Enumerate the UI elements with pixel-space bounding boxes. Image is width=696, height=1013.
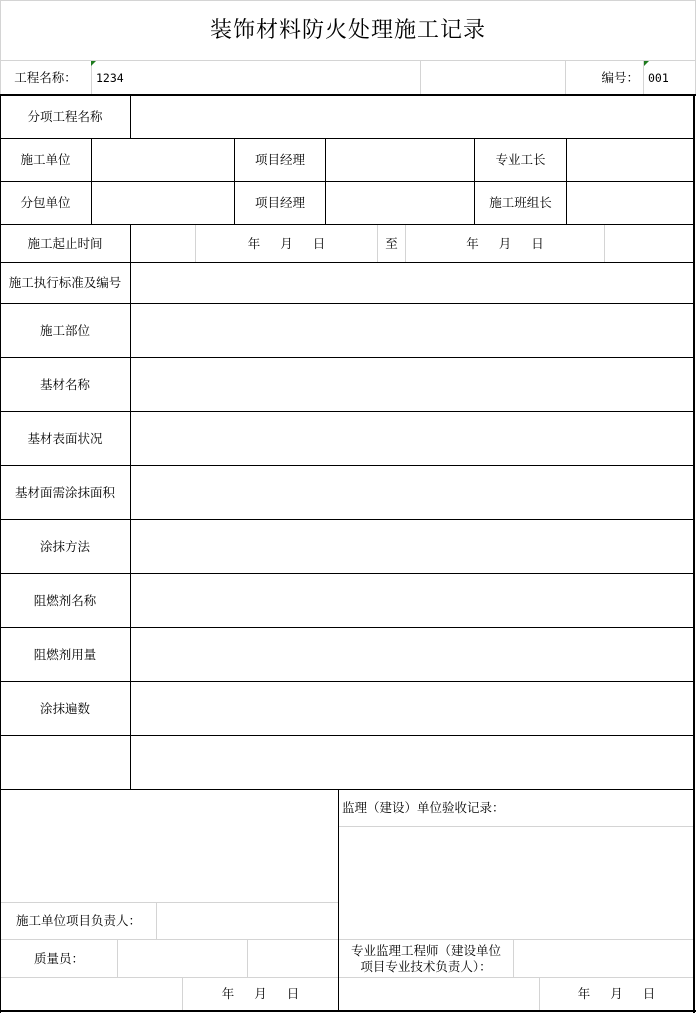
start-date[interactable] [196,225,377,262]
project-name-label: 工程名称： [14,70,77,86]
standard-field[interactable] [131,263,693,303]
subcontractor-field[interactable] [92,182,234,224]
method-label: 涂抹方法 [39,538,90,554]
end-year: 年 [466,235,479,251]
supervisor-day: 日 [642,986,656,1002]
supervisor-sign-date[interactable] [540,978,693,1010]
subcontractor-label: 分包单位 [20,195,71,211]
start-month: 月 [280,235,293,251]
project-manager-label-2: 项目经理 [254,195,305,211]
substrate-surface-field[interactable] [131,412,693,465]
project-manager-field-1[interactable] [326,139,474,181]
supervisor-month: 月 [610,986,623,1002]
contractor-sign-date[interactable] [183,978,338,1010]
project-name-field[interactable]: 1234 [96,70,124,85]
project-manager-field-2[interactable] [326,182,474,224]
quality-inspector-label: 质量员： [33,950,84,966]
contractor-month: 月 [254,986,267,1002]
method-field[interactable] [131,520,693,573]
location-label: 施工部位 [39,322,90,338]
start-year: 年 [247,235,261,251]
number-field[interactable]: 001 [648,70,669,85]
end-month: 月 [498,235,512,251]
end-day: 日 [531,235,544,251]
location-field[interactable] [131,304,693,357]
team-leader-field[interactable] [567,182,693,224]
foreman-field[interactable] [567,139,693,181]
substrate-area-field[interactable] [131,466,693,519]
retardant-name-label: 阻燃剂名称 [33,592,97,608]
coats-label: 涂抹遍数 [39,700,90,716]
supervision-record-area[interactable] [339,827,693,939]
standard-label: 施工执行标准及编号 [8,275,122,291]
substrate-name-field[interactable] [131,358,693,411]
supervisor-engineer-field[interactable] [514,940,693,977]
retardant-amount-field[interactable] [131,628,693,681]
supervisor-sign-blank[interactable] [339,978,539,1010]
retardant-name-field[interactable] [131,574,693,627]
quality-inspector-field[interactable] [118,940,247,977]
period-blank-1[interactable] [131,225,195,262]
contractor-manager-label: 施工单位项目负责人： [15,913,141,929]
contractor-year: 年 [221,986,235,1002]
extra-field[interactable] [131,736,693,789]
contractor-day: 日 [286,986,300,1002]
sub-project-field[interactable] [131,96,693,138]
supervisor-engineer-label-line2: 项目专业技术负责人）： [360,958,492,974]
supervisor-year: 年 [577,986,591,1002]
retardant-amount-label: 阻燃剂用量 [33,646,97,662]
project-manager-label-1: 项目经理 [254,152,305,168]
extra-label-cell[interactable] [0,736,130,789]
foreman-label: 专业工长 [495,152,546,168]
supervisor-engineer-label [339,940,513,977]
sub-project-label: 分项工程名称 [27,109,103,125]
contractor-remarks-area[interactable] [1,790,338,902]
construction-unit-label: 施工单位 [20,152,71,168]
contractor-sign-blank[interactable] [1,978,182,1010]
supervisor-engineer-label-line1: 专业监理工程师（建设单位 [350,942,501,958]
start-day: 日 [312,235,326,251]
quality-inspector-extra[interactable] [248,940,338,977]
page-title: 装饰材料防火处理施工记录 [209,17,486,43]
contractor-manager-field[interactable] [157,903,338,939]
team-leader-label: 施工班组长 [489,195,552,211]
period-label: 施工起止时间 [27,235,103,251]
number-label: 编号： [601,70,639,86]
coats-field[interactable] [131,682,693,735]
substrate-name-label: 基材名称 [39,376,90,392]
period-to-label: 至 [385,235,398,251]
substrate-surface-label: 基材表面状况 [27,430,103,446]
supervision-record-label: 监理（建设）单位验收记录： [342,800,505,816]
construction-unit-field[interactable] [92,139,234,181]
header-blank-cell[interactable] [421,61,565,95]
end-date[interactable] [406,225,604,262]
period-blank-2[interactable] [605,225,693,262]
substrate-area-label: 基材面需涂抹面积 [14,484,115,500]
